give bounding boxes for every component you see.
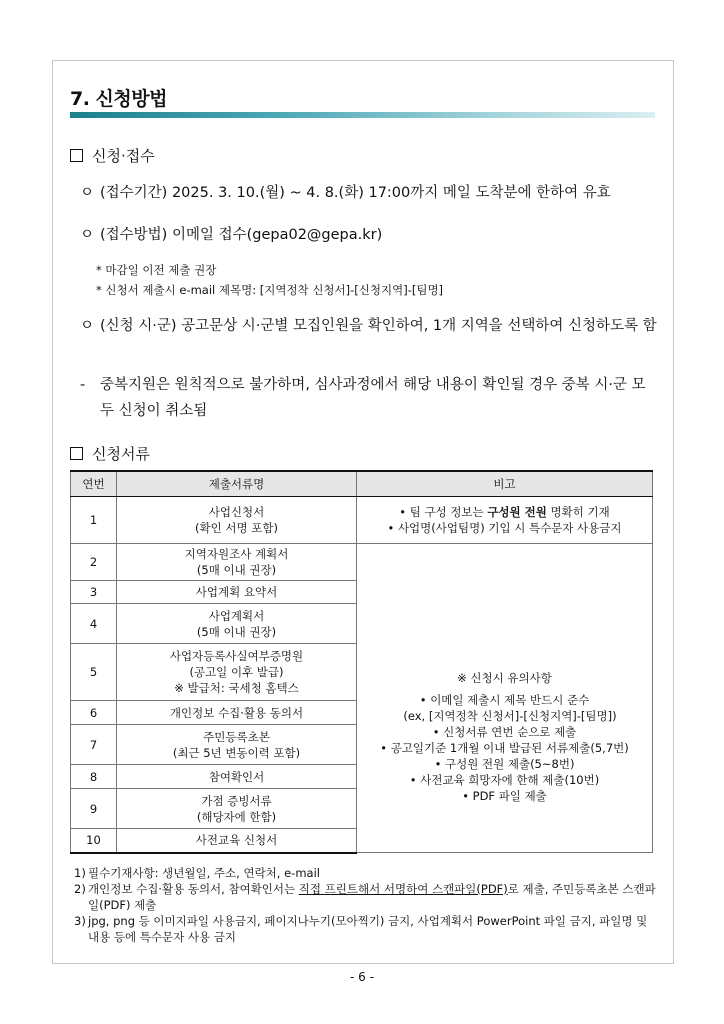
section-application (70, 145, 155, 166)
note-example: (ex, [지역정착 신청서]-[신청지역]-[팀명]) (403, 709, 617, 723)
note-heading: ※ 신청시 유의사항 (457, 671, 552, 685)
doc-name: 사업계획서 (208, 608, 265, 623)
row-name (117, 789, 357, 829)
doc-desc: (해당자에 한함) (196, 809, 277, 824)
circle-bullet-icon: ㅇ (80, 227, 95, 243)
note-bullet: • PDF 파일 제출 (462, 789, 547, 803)
circle-bullet-icon: ㅇ (80, 318, 95, 334)
doc-desc: (공고일 이후 발급) (189, 665, 284, 679)
doc-name: 사업자등록사실여부증명원 (169, 649, 304, 663)
note-list (369, 692, 640, 804)
note-bullet: • 팀 구성 정보는 구성원 전원 명확히 기재 (399, 505, 610, 519)
footnote-text: 필수기재사항: 생년월일, 주소, 연락처, e-mail (88, 866, 320, 880)
item-text: 중복지원은 원칙적으로 불가하며, 심사과정에서 해당 내용이 확인될 경우 중복 시·군 모두 신청이 취소됨 (100, 377, 646, 419)
row-name (117, 497, 357, 544)
section-documents (70, 443, 150, 464)
note-bullet: • 사업명(사업팀명) 기입 시 특수문자 사용금지 (387, 521, 622, 535)
row-name (117, 725, 357, 765)
header-note: 비고 (357, 471, 653, 497)
row-no: 2 (71, 544, 117, 581)
row-no: 3 (71, 581, 117, 604)
row-no: 8 (71, 765, 117, 789)
table-row (71, 497, 653, 544)
bold-text: 구성원 전원 (487, 505, 547, 519)
item-period (80, 180, 660, 206)
page-number: - 6 - (350, 970, 374, 984)
table-header-row (71, 471, 653, 497)
note-bullet: • 이메일 제출시 제목 반드시 준수 (419, 693, 590, 707)
note-bullet: • 사전교육 희망자에 한해 제출(10번) (409, 773, 600, 787)
checkbox-square-icon (70, 447, 83, 460)
row-no: 1 (71, 497, 117, 544)
row-no: 4 (71, 604, 117, 644)
row-name: 사업계획 요약서 (117, 581, 357, 604)
doc-desc: (5매 이내 권장) (196, 624, 277, 639)
footnote (70, 881, 660, 913)
item-duplicate (80, 372, 658, 424)
footnote-number: 2) (74, 882, 86, 896)
section-heading: 7. 신청방법 (70, 88, 167, 110)
note-cell-2 (357, 544, 653, 853)
doc-desc: (최근 5년 변동이력 포함) (172, 745, 301, 760)
row-name: 개인정보 수집·활용 동의서 (117, 701, 357, 725)
doc-desc: (확인 서명 포함) (195, 521, 278, 535)
row-name: 사전교육 신청서 (117, 829, 357, 853)
dash-marker: - (80, 377, 86, 393)
note-bullet: • 공고일기준 1개월 이내 발급된 서류제출(5,7번) (380, 741, 629, 755)
doc-source: ※ 발급처: 국세청 홈텍스 (174, 681, 299, 695)
section-title: 신청·접수 (92, 147, 155, 165)
row-no: 7 (71, 725, 117, 765)
row-no: 5 (71, 644, 117, 701)
heading-rule (70, 112, 655, 118)
row-no: 9 (71, 789, 117, 829)
item-text: (접수기간) 2025. 3. 10.(월) ~ 4. 8.(화) 17:00까지 메일 도착분에 한하여 유효 (100, 185, 611, 201)
row-name: 참여확인서 (117, 765, 357, 789)
item-method (80, 222, 660, 248)
row-name (117, 544, 357, 581)
item-text: (신청 시·군) 공고문상 시·군별 모집인원을 확인하여, 1개 지역을 선택하여 신청하도록 함 (100, 318, 657, 334)
row-no: 10 (71, 829, 117, 853)
footnote-text: jpg, png 등 이미지파일 사용금지, 페이지나누기(모아찍기) 금지, 사업계획서 PowerPoint 파일 금지, 파일명 및 내용 등에 특수문자 사용 금지 (88, 914, 648, 944)
footnote (70, 913, 660, 945)
doc-name: 사업신청서 (208, 505, 265, 519)
row-name (117, 604, 357, 644)
table-row (71, 544, 653, 581)
footnote-number: 1) (74, 866, 86, 880)
note-bullet: • 구성원 전원 제출(5~8번) (434, 757, 575, 771)
subnote: * 마감일 이전 제출 권장 (96, 263, 217, 277)
item-text: (접수방법) 이메일 접수(gepa02@gepa.kr) (100, 227, 383, 243)
section-title: 신청서류 (92, 445, 150, 463)
doc-name: 가점 증빙서류 (201, 793, 272, 808)
footnote (70, 865, 660, 881)
doc-name: 지역자원조사 계획서 (184, 547, 289, 561)
subnote: * 신청서 제출시 e-mail 제목명: [지역정착 신청서]-[신청지역]-[팀명] (96, 283, 444, 297)
item-region (80, 313, 658, 339)
footnote-text: 개인정보 수집·활용 동의서, 참여확인서는 직접 프린트해서 서명하여 스캔파일(PDF)로 제출, 주민등록초본 스캔파일(PDF) 제출 (88, 882, 656, 912)
underlined-text: 직접 프린트해서 서명하여 스캔파일(PDF) (298, 882, 508, 896)
footnote-number: 3) (74, 914, 86, 928)
checkbox-square-icon (70, 149, 83, 162)
circle-bullet-icon: ㅇ (80, 185, 95, 201)
header-name: 제출서류명 (117, 471, 357, 497)
note-cell-1 (357, 497, 653, 544)
row-no: 6 (71, 701, 117, 725)
header-no: 연번 (71, 471, 117, 497)
doc-name: 주민등록초본 (203, 729, 270, 744)
doc-desc: (5매 이내 권장) (196, 563, 277, 577)
note-bullet: • 신청서류 연번 순으로 제출 (432, 725, 577, 739)
documents-table (70, 470, 653, 854)
row-name (117, 644, 357, 701)
